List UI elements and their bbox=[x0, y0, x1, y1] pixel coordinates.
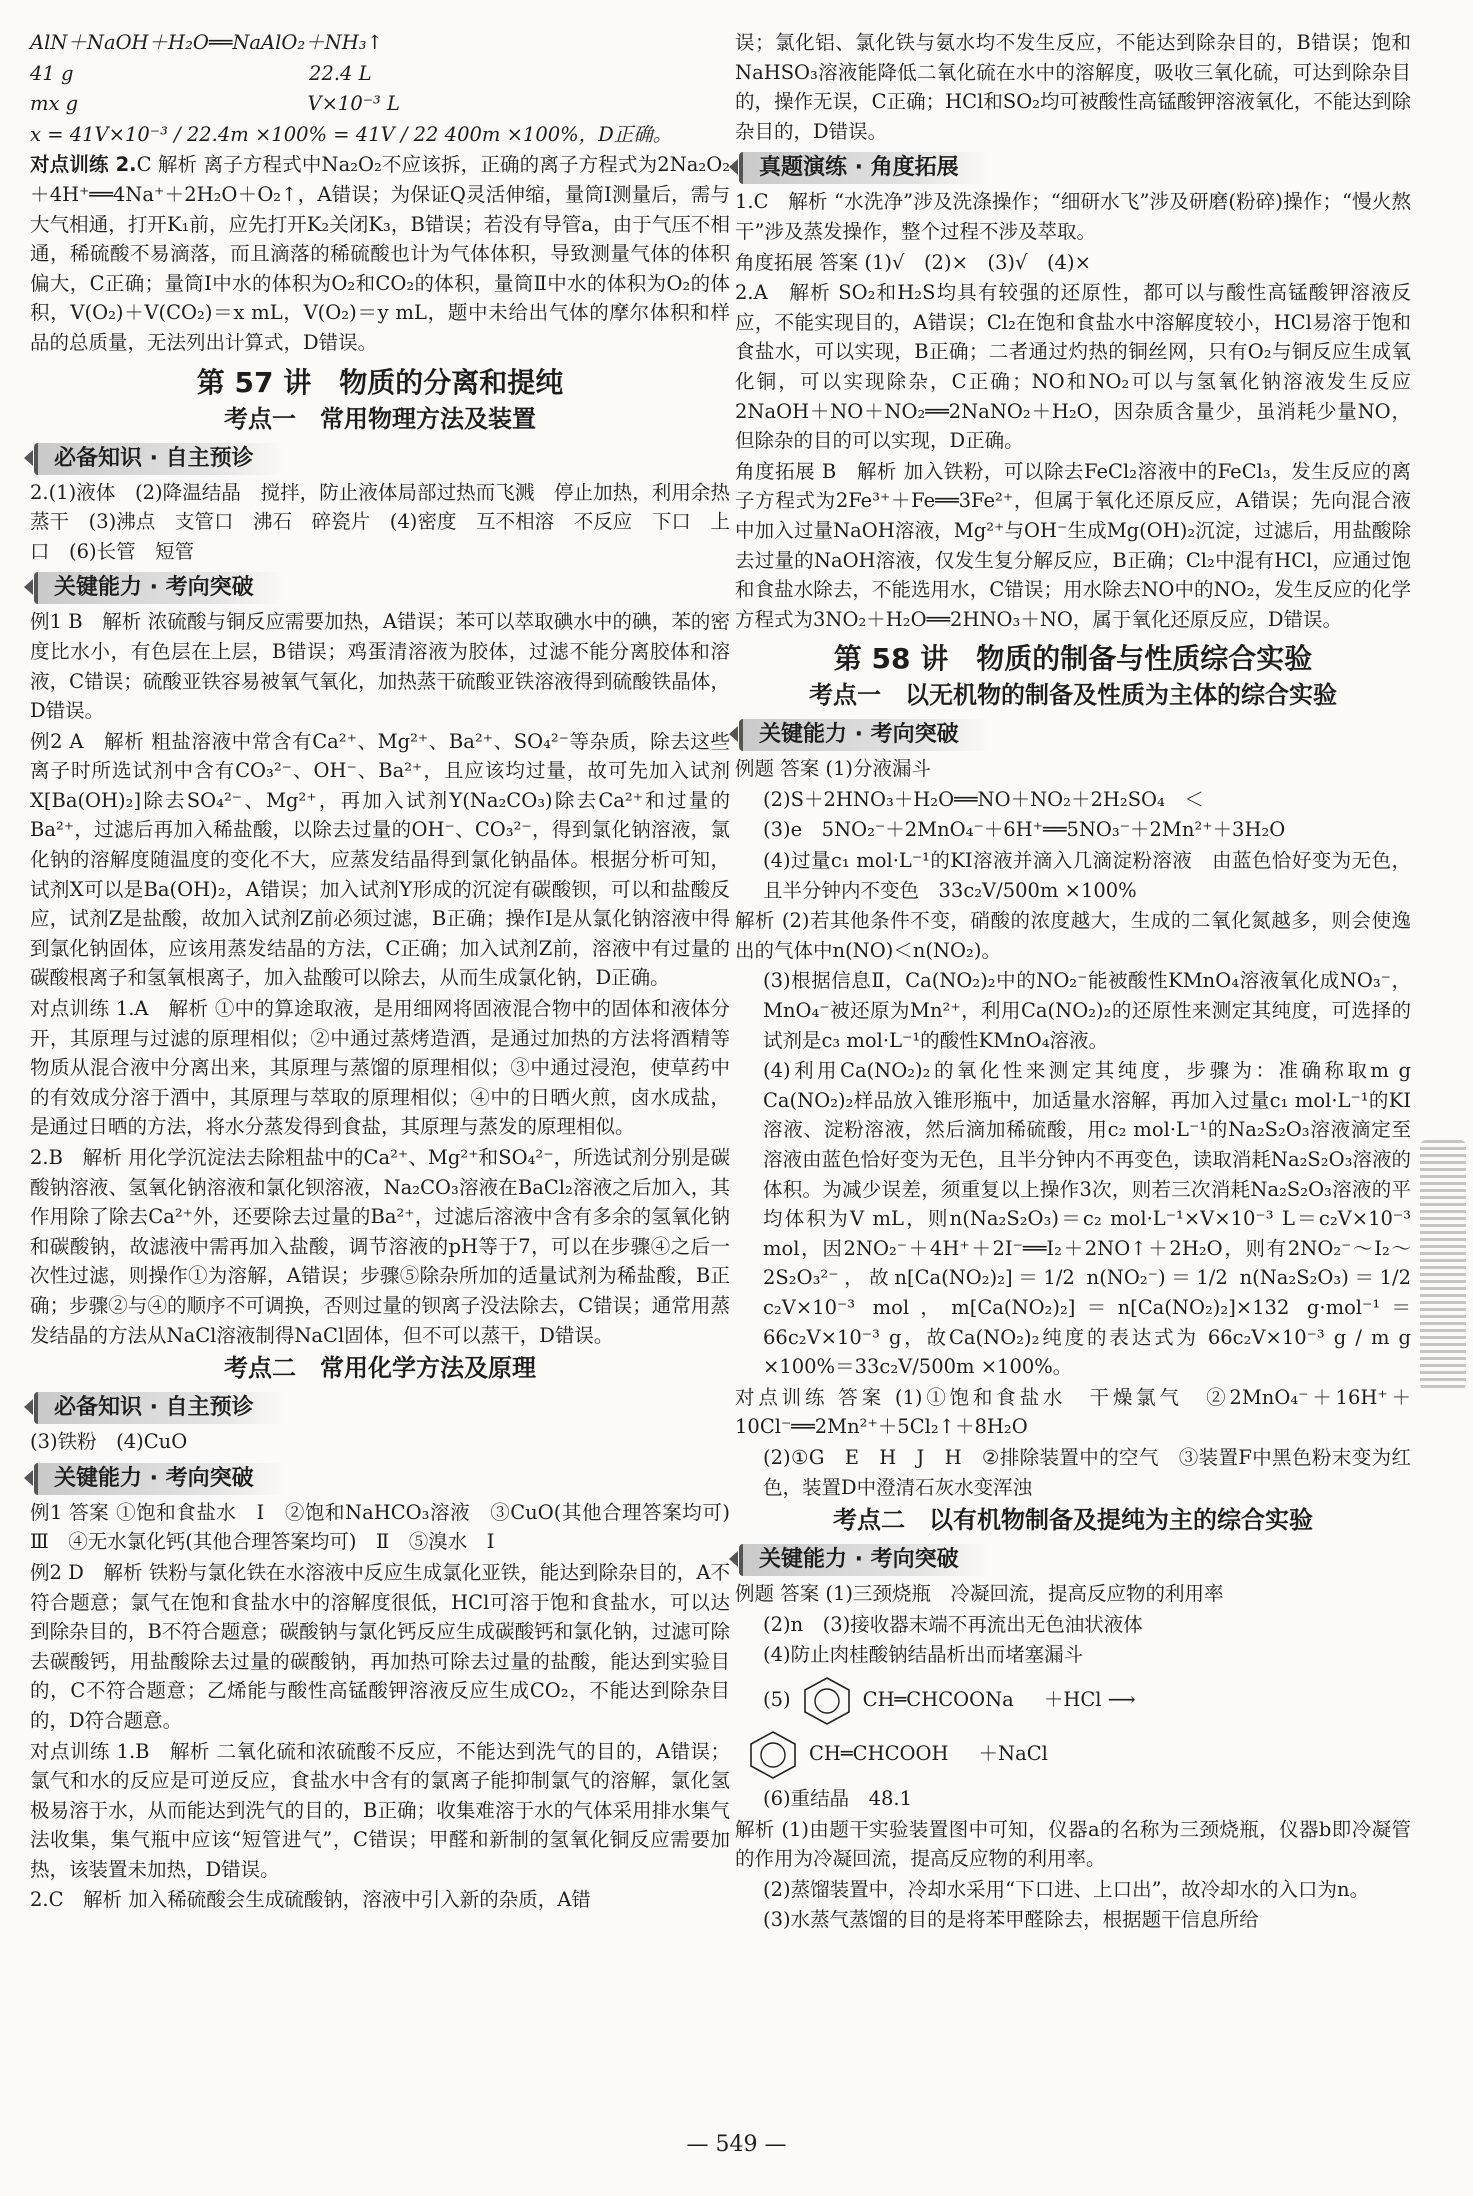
product-text: ＋NaCl bbox=[978, 1742, 1048, 1766]
reactant-formula: CH═CHCOONa bbox=[862, 1688, 1014, 1712]
section-banner: 关键能力 · 考向突破 bbox=[739, 719, 989, 751]
answer-text: 2.C 解析 加入稀硫酸会生成硫酸钠，溶液中引入新的杂质，A错 bbox=[30, 1888, 591, 1912]
answer-text: 角度拓展 B 解析 加入铁粉，可以除去FeCl₂溶液中的FeCl₃，发生反应的离子方程式为2Fe³⁺＋Fe══3Fe²⁺，但属于氧化还原反应，A错误；先向混合液中加入过量NaOH溶液，Mg²⁺与OH⁻生成Mg(OH)₂沉淀，过滤后，用盐酸除去过量的NaOH溶液，仅发生复分解反应，B正确；Cl₂中混有HCl，应通过饱和食盐水除去，不能选用水，C错误；用水除去NO中的NO₂，发生反应的化学方程式为3NO₂＋H₂O══2HNO₃＋NO，属于氧化还原反应，D错误。 bbox=[735, 459, 1411, 631]
answer-text: 例2 A 解析 粗盐溶液中常含有Ca²⁺、Mg²⁺、Ba²⁺、SO₄²⁻等杂质，除去这些离子时所选试剂中含有CO₃²⁻、OH⁻、Ba²⁺，且应该均过量，故可先加入试剂X[Ba(OH)₂]除去SO₄²⁻、Mg²⁺，再加入试剂Y(Na₂CO₃)除去Ca²⁺和过量的Ba²⁺，过滤后再加入稀盐酸，以除去过量的OH⁻、CO₃²⁻，得到氯化钠溶液，氯化钠的溶解度随温度的变化不大，应蒸发结晶得到氯化钠晶体。根据分析可知，试剂X可以是Ba(OH)₂，A错误；加入试剂Y形成的沉淀有碳酸钡，可以和盐酸反应，试剂Z是盐酸，故加入试剂Z前必须过滤，B正确；操作Ⅰ是从氯化钠溶液中得到氯化钠固体，应该用蒸发结晶的方法，C正确；加入试剂Z前，溶液中有过量的碳酸根离子和氢氧根离子，加入盐酸可以除去，从而生成氯化钠，D正确。 bbox=[30, 729, 730, 990]
answer-text: 对点训练 1.A 解析 ①中的算途取液，是用细网将固液混合物中的固体和液体分开，其原理与过滤的原理相似；②中通过蒸烤造酒，是通过加热的方法将酒精等物质从混合液中分离出来，其原理与蒸馏的原理相似；③中通过浸泡，使草药中的有效成分溶于酒中，其原理与萃取的原理相似；④中的日晒火煎，卤水成盐，是通过日晒的方法，将水分蒸发得到食盐，其原理与蒸发的原理相似。 bbox=[30, 997, 730, 1139]
answer-text: 1.C 解析 “水洗净”涉及洗涤操作；“细研水飞”涉及研磨(粉碎)操作；“慢火熬干”涉及蒸发操作，整个过程不涉及萃取。 bbox=[735, 190, 1411, 243]
topic-heading: 考点二 常用化学方法及原理 bbox=[224, 1354, 536, 1383]
section-banner: 真题演练 · 角度拓展 bbox=[739, 152, 989, 184]
answer-text: 例1 B 解析 浓硫酸与铜反应需要加热，A错误；苯可以萃取碘水中的碘，苯的密度比水小，有色层在上层，B错误；鸡蛋清溶液为胶体，过滤不能分离胶体和溶液，C错误；硫酸亚铁容易被氧气氧化，加热蒸干硫酸亚铁溶液得到硫酸铁晶体，D错误。 bbox=[30, 610, 730, 723]
answer-text: (6)重结晶 48.1 bbox=[763, 1786, 913, 1810]
answer-text: 例题 答案 (1)分液漏斗 bbox=[735, 757, 932, 781]
lecture-title: 第 57 讲 物质的分离和提纯 bbox=[196, 365, 564, 399]
answer-text: 例2 D 解析 铁粉与氯化铁在水溶液中反应生成氯化亚铁，能达到除杂目的，A不符合题意；氯气在饱和食盐水中的溶解度很低，HCl可溶于饱和食盐水，可以达到除杂目的，B不符合题意；碳酸钠与氯化钙反应生成碳酸钙和氯化钠，过滤可除去碳酸钙，用盐酸除去过量的碳酸钠，再加热可除去过量的盐酸，能达到实验目的，C不符合题意；乙烯能与酸性高锰酸钾溶液反应生成CO₂，不能达到除杂目的，D符合题意。 bbox=[30, 1560, 730, 1732]
equation-line: 41 g 22.4 L bbox=[30, 61, 372, 85]
answer-text: 解析 (1)由题干实验装置图中可知，仪器a的名称为三颈烧瓶，仪器b即冷凝管的作用为冷凝回流，提高反应物的利用率。 bbox=[735, 1817, 1411, 1871]
answer-text: (3)根据信息Ⅱ，Ca(NO₂)₂中的NO₂⁻能被酸性KMnO₄溶液氧化成NO₃⁻，MnO₄⁻被还原为Mn²⁺，利用Ca(NO₂)₂的还原性来测定其纯度，可选择的试剂是c₃ mol·L⁻¹的酸性KMnO₄溶液。 bbox=[763, 969, 1411, 1052]
section-banner: 关键能力 · 考向突破 bbox=[739, 1544, 989, 1576]
benzene-ring-icon bbox=[745, 1728, 801, 1780]
section-banner: 必备知识 · 自主预诊 bbox=[34, 443, 284, 475]
answer-text: C 解析 离子方程式中Na₂O₂不应该拆，正确的离子方程式为2Na₂O₂＋4H⁺══4Na⁺＋2H₂O＋O₂↑，A错误；为保证Q灵活伸缩，量筒Ⅰ测量后，需与大气相通，打开K₁前，应先打开K₂关闭K₃，B错误；若没有导管a，由于气压不相通，稀硫酸不易滴落，而且滴落的稀硫酸也计为气体体积，导致测量气体的体积偏大，C正确；量筒Ⅰ中水的体积为O₂和CO₂的体积，量筒Ⅱ中水的体积为O₂的体积，V(O₂)＋V(CO₂)＝x mL，V(O₂)＝y mL，题中未给出气体的摩尔体积和样品的总质量，无法列出计算式，D错误。 bbox=[30, 153, 731, 354]
answer-text: (4)过量c₁ mol·L⁻¹的KI溶液并滴入几滴淀粉溶液 由蓝色恰好变为无色，且半分钟内不变色 33c₂V/500m ×100% bbox=[763, 849, 1411, 902]
benzene-ring-icon bbox=[799, 1674, 855, 1726]
section-banner: 关键能力 · 考向突破 bbox=[34, 1463, 284, 1495]
answer-text: (4)利用Ca(NO₂)₂的氧化性来测定其纯度，步骤为：准确称取m g Ca(NO₂)₂样品放入锥形瓶中，加适量水溶解，再加入过量c₁ mol·L⁻¹的KI溶液、淀粉溶液，然后滴加稀硫酸，用c₂ mol·L⁻¹的Na₂S₂O₃溶液滴定至溶液由蓝色恰好变为无色，且半分钟内不再变色，读取消耗Na₂S₂O₃溶液的体积。为减少误差，须重复以上操作3次，则若三次消耗Na₂S₂O₃溶液的平均体积为V mL，则n(Na₂S₂O₃)＝c₂ mol·L⁻¹×V×10⁻³ L＝c₂V×10⁻³ mol，因2NO₂⁻＋4H⁺＋2I⁻══I₂＋2NO↑＋2H₂O，则有2NO₂⁻～I₂～2S₂O₃²⁻，故n[Ca(NO₂)₂]＝1/2 n(NO₂⁻)＝1/2 n(Na₂S₂O₃)＝1/2 c₂V×10⁻³ mol，m[Ca(NO₂)₂]＝n[Ca(NO₂)₂]×132 g·mol⁻¹＝66c₂V×10⁻³ g，故Ca(NO₂)₂纯度的表达式为 66c₂V×10⁻³ g / m g ×100%＝33c₂V/500m ×100%。 bbox=[763, 1059, 1411, 1379]
answer-text: (3)e 5NO₂⁻＋2MnO₄⁻＋6H⁺══5NO₃⁻＋2Mn²⁺＋3H₂O bbox=[763, 818, 1286, 842]
equation-line: x = 41V×10⁻³ / 22.4m ×100% = 41V / 22 400m ×100%，D正确。 bbox=[30, 122, 673, 146]
section-banner: 必备知识 · 自主预诊 bbox=[34, 1392, 284, 1424]
answer-text: 角度拓展 答案 (1)√ (2)× (3)√ (4)× bbox=[735, 250, 1091, 274]
answer-text: (3)水蒸气蒸馏的目的是将苯甲醛除去，根据题干信息所给 bbox=[763, 1908, 1259, 1932]
topic-heading: 考点一 以无机物的制备及性质为主体的综合实验 bbox=[809, 681, 1337, 710]
equation-line: AlN＋NaOH＋H₂O══NaAlO₂＋NH₃↑ bbox=[30, 31, 383, 54]
left-column bbox=[30, 28, 750, 1916]
answer-text: 误；氯化铝、氯化铁与氨水均不发生反应，不能达到除杂目的，B错误；饱和NaHSO₃溶液能降低二氧化硫在水中的溶解度，吸收三氧化硫，可达到除杂目的，操作无误，C正确；HCl和SO₂均可被酸性高锰酸钾溶液氧化，不能达到除杂目的，D错误。 bbox=[735, 31, 1411, 143]
answer-text: 解析 (2)若其他条件不变，硝酸的浓度越大，生成的二氧化氮越多，则会使逸出的气体中n(NO)＜n(NO₂)。 bbox=[735, 909, 1411, 962]
answer-text: (2)S＋2HNO₃＋H₂O══NO＋NO₂＋2H₂SO₄ ＜ bbox=[763, 787, 1204, 811]
section-label: 对点训练 2. bbox=[30, 153, 137, 177]
answer-text: 2.A 解析 SO₂和H₂S均具有较强的还原性，都可以与酸性高锰酸钾溶液反应，不能实现目的，A错误；Cl₂在饱和食盐水中溶解度较小，HCl易溶于饱和食盐水，可以实现，B正确；二者通过灼热的铜丝网，只有O₂与铜反应生成氧化铜，可以实现除杂，C正确；NO和NO₂可以与氢氧化钠溶液发生反应2NaOH＋NO＋NO₂══2NaNO₂＋H₂O，因杂质含量少，虽消耗少量NO，但除杂的目的可以实现，D正确。 bbox=[735, 281, 1411, 453]
answer-text: 例1 答案 ①饱和食盐水 Ⅰ ②饱和NaHCO₃溶液 ③CuO(其他合理答案均可) Ⅲ ④无水氯化钙(其他合理答案均可) Ⅱ ⑤溴水 Ⅰ bbox=[30, 1500, 750, 1554]
answer-text: 2.B 解析 用化学沉淀法去除粗盐中的Ca²⁺、Mg²⁺和SO₄²⁻，所选试剂分别是碳酸钠溶液、氢氧化钠溶液和氯化钡溶液，Na₂CO₃溶液在BaCl₂溶液之后加入，其作用除了除去Ca²⁺外，还要除去过量的Ba²⁺，过滤后溶液中含有多余的氢氧化钠和碳酸钠，故滤液中需再加入盐酸，调节溶液的pH等于7，可以在步骤④之后一次性过滤，则操作①为溶解，A错误；步骤⑤除杂所加的适量试剂为稀盐酸，B正确；步骤②与④的顺序不可调换，否则过量的钡离子没法除去，C错误；通常用蒸发结晶的方法从NaCl溶液制得NaCl固体，但不可以蒸干，D错误。 bbox=[30, 1146, 730, 1347]
topic-heading: 考点一 常用物理方法及装置 bbox=[224, 404, 536, 433]
step-label: (5) bbox=[763, 1688, 791, 1712]
reaction-structure bbox=[745, 1674, 1411, 1780]
page-edge-mark bbox=[1420, 1140, 1466, 1390]
lecture-title: 第 58 讲 物质的制备与性质综合实验 bbox=[833, 642, 1313, 676]
answer-text: 例题 答案 (1)三颈烧瓶 冷凝回流，提高反应物的利用率 bbox=[735, 1582, 1224, 1606]
answer-text: (2)蒸馏装置中，冷却水采用“下口进、上口出”，故冷却水的入口为n。 bbox=[763, 1877, 1370, 1901]
section-banner: 关键能力 · 考向突破 bbox=[34, 572, 284, 604]
answer-text: 对点训练 答案 (1)①饱和食盐水 干燥氯气 ②2MnO₄⁻＋16H⁺＋10Cl⁻══2Mn²⁺＋5Cl₂↑＋8H₂O bbox=[735, 1385, 1411, 1439]
right-column bbox=[735, 28, 1411, 1936]
answer-text: (2)①G E H J H ②排除装置中的空气 ③装置F中黑色粉末变为红色，装置D中澄清石灰水变浑浊 bbox=[763, 1445, 1411, 1499]
product-formula: CH═CHCOOH bbox=[809, 1742, 949, 1766]
answer-text: 2.(1)液体 (2)降温结晶 搅拌，防止液体局部过热而飞溅 停止加热，利用余热蒸干 (3)沸点 支管口 沸石 碎瓷片 (4)密度 互不相溶 不反应 下口 上口 (6)长管 短管 bbox=[30, 480, 730, 563]
answer-text: (3)铁粉 (4)CuO bbox=[30, 1430, 188, 1454]
answer-text: 对点训练 1.B 解析 二氧化硫和浓硫酸不反应，不能达到洗气的目的，A错误；氯气和水的反应是可逆反应，食盐水中含有的氯离子能抑制氯气的溶解，氯化氢极易溶于水，从而能达到洗气的目的，B正确；收集难溶于水的气体采用排水集气法收集，集气瓶中应该“短管进气”，C错误；甲醛和新制的氢氧化铜反应需要加热，该装置未加热，D错误。 bbox=[30, 1739, 730, 1881]
answer-text: (2)n (3)接收器末端不再流出无色油状液体 bbox=[763, 1612, 1143, 1636]
page-number: — 549 — bbox=[686, 2132, 787, 2157]
equation-line: mx g V×10⁻³ L bbox=[30, 92, 401, 116]
reagent-text: ＋HCl ⟶ bbox=[1043, 1688, 1136, 1712]
topic-heading: 考点二 以有机物制备及提纯为主的综合实验 bbox=[833, 1506, 1313, 1535]
answer-text: (4)防止肉桂酸钠结晶析出而堵塞漏斗 bbox=[763, 1643, 1084, 1667]
